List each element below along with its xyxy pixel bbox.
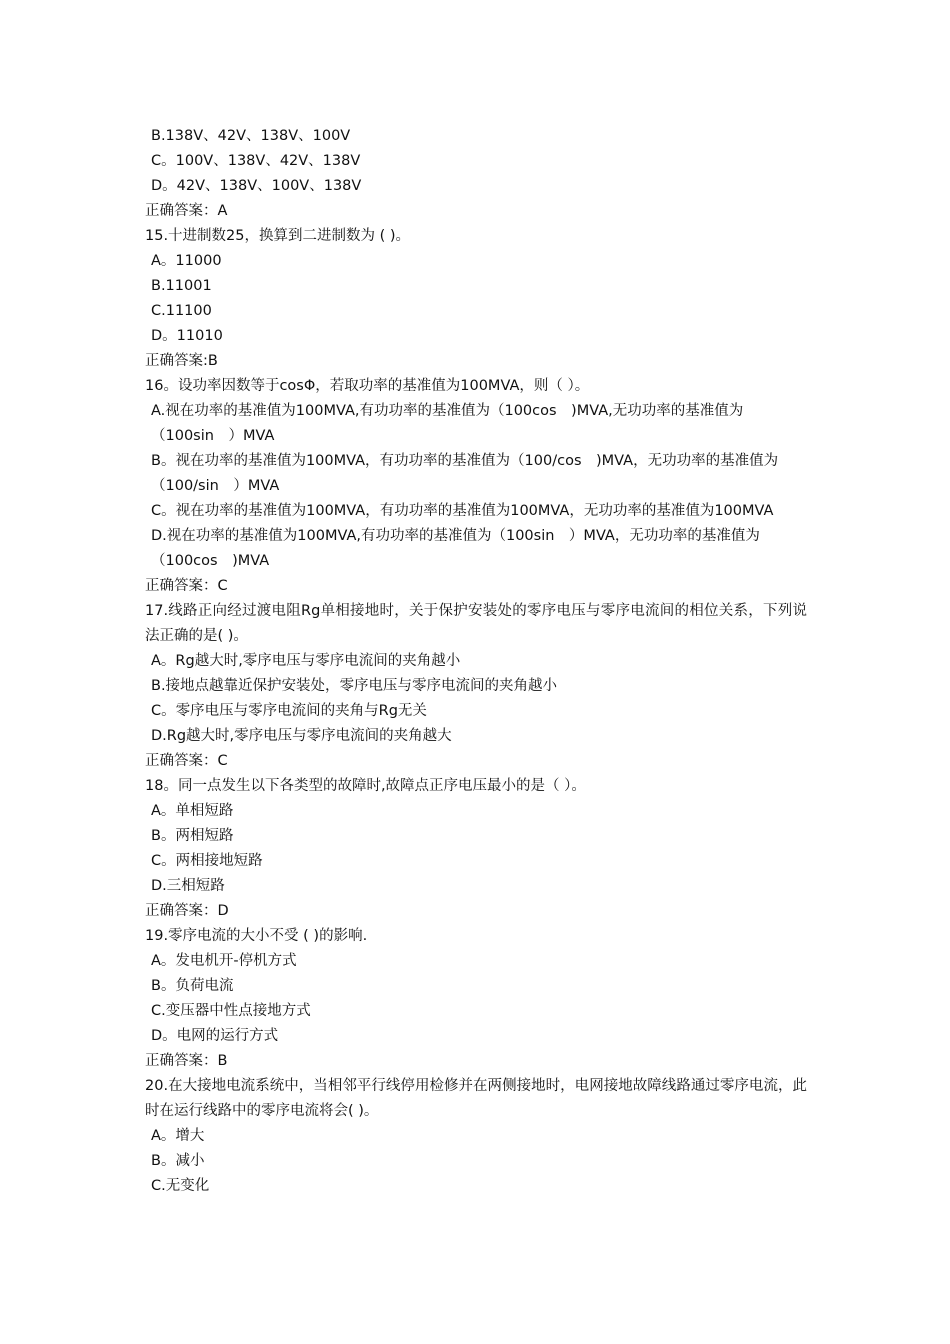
answer-option: A。增大	[151, 1128, 205, 1144]
answer-option: C。视在功率的基准值为100MVA，有功功率的基准值为100MVA，无功功率的基准值为100MVA	[151, 503, 774, 519]
question-text: 19.零序电流的大小不受 ( )的影响.	[145, 928, 368, 944]
answer-option: B。负荷电流	[151, 978, 234, 994]
answer-option: A。Rg越大时,零序电压与零序电流间的夹角越小	[151, 653, 461, 669]
answer-option: D.三相短路	[151, 878, 225, 894]
answer-option: A。11000	[151, 253, 222, 269]
question-text: 18。同一点发生以下各类型的故障时,故障点正序电压最小的是（ ）。	[145, 778, 586, 794]
answer-option: C。100V、138V、42V、138V	[151, 153, 361, 169]
question-text: 16。设功率因数等于cosΦ，若取功率的基准值为100MVA，则（ ）。	[145, 378, 590, 394]
answer-option: B。减小	[151, 1153, 205, 1169]
answer-option: C.11100	[151, 303, 212, 319]
correct-answer: 正确答案：D	[145, 903, 229, 919]
answer-option: C.无变化	[151, 1178, 210, 1194]
correct-answer: 正确答案：A	[145, 203, 228, 219]
answer-option: C。零序电压与零序电流间的夹角与Rg无关	[151, 703, 427, 719]
answer-option: D。42V、138V、100V、138V	[151, 178, 362, 194]
question-text: 15.十进制数25，换算到二进制数为 ( )。	[145, 228, 411, 244]
answer-option: D.视在功率的基准值为100MVA,有功功率的基准值为（100sin ）MVA，无功功率的基准值为（100cos )MVA	[151, 528, 760, 569]
answer-option: D.Rg越大时,零序电压与零序电流间的夹角越大	[151, 728, 452, 744]
answer-option: A。单相短路	[151, 803, 234, 819]
answer-option: C。两相接地短路	[151, 853, 263, 869]
answer-option: D。11010	[151, 328, 223, 344]
question-text: 17.线路正向经过渡电阻Rg单相接地时，关于保护安装处的零序电压与零序电流间的相位关系，下列说法正确的是( )。	[145, 603, 807, 644]
answer-option: B.11001	[151, 278, 212, 294]
answer-option: A.视在功率的基准值为100MVA,有功功率的基准值为（100cos )MVA,无功功率的基准值为（100sin ）MVA	[151, 403, 744, 444]
question-text: 20.在大接地电流系统中，当相邻平行线停用检修并在两侧接地时，电网接地故障线路通过零序电流，此时在运行线路中的零序电流将会( )。	[145, 1078, 807, 1119]
answer-option: B。两相短路	[151, 828, 234, 844]
answer-option: D。电网的运行方式	[151, 1028, 279, 1044]
question-list	[145, 124, 807, 1199]
answer-option: B.接地点越靠近保护安装处，零序电压与零序电流间的夹角越小	[151, 678, 558, 694]
answer-option: B。视在功率的基准值为100MVA，有功功率的基准值为（100/cos )MVA，无功功率的基准值为（100/sin ）MVA	[151, 453, 779, 494]
answer-option: A。发电机开-停机方式	[151, 953, 297, 969]
answer-option: C.变压器中性点接地方式	[151, 1003, 311, 1019]
correct-answer: 正确答案:B	[145, 353, 218, 369]
correct-answer: 正确答案：C	[145, 578, 228, 594]
answer-option: B.138V、42V、138V、100V	[151, 128, 351, 144]
correct-answer: 正确答案：B	[145, 1053, 228, 1069]
correct-answer: 正确答案：C	[145, 753, 228, 769]
